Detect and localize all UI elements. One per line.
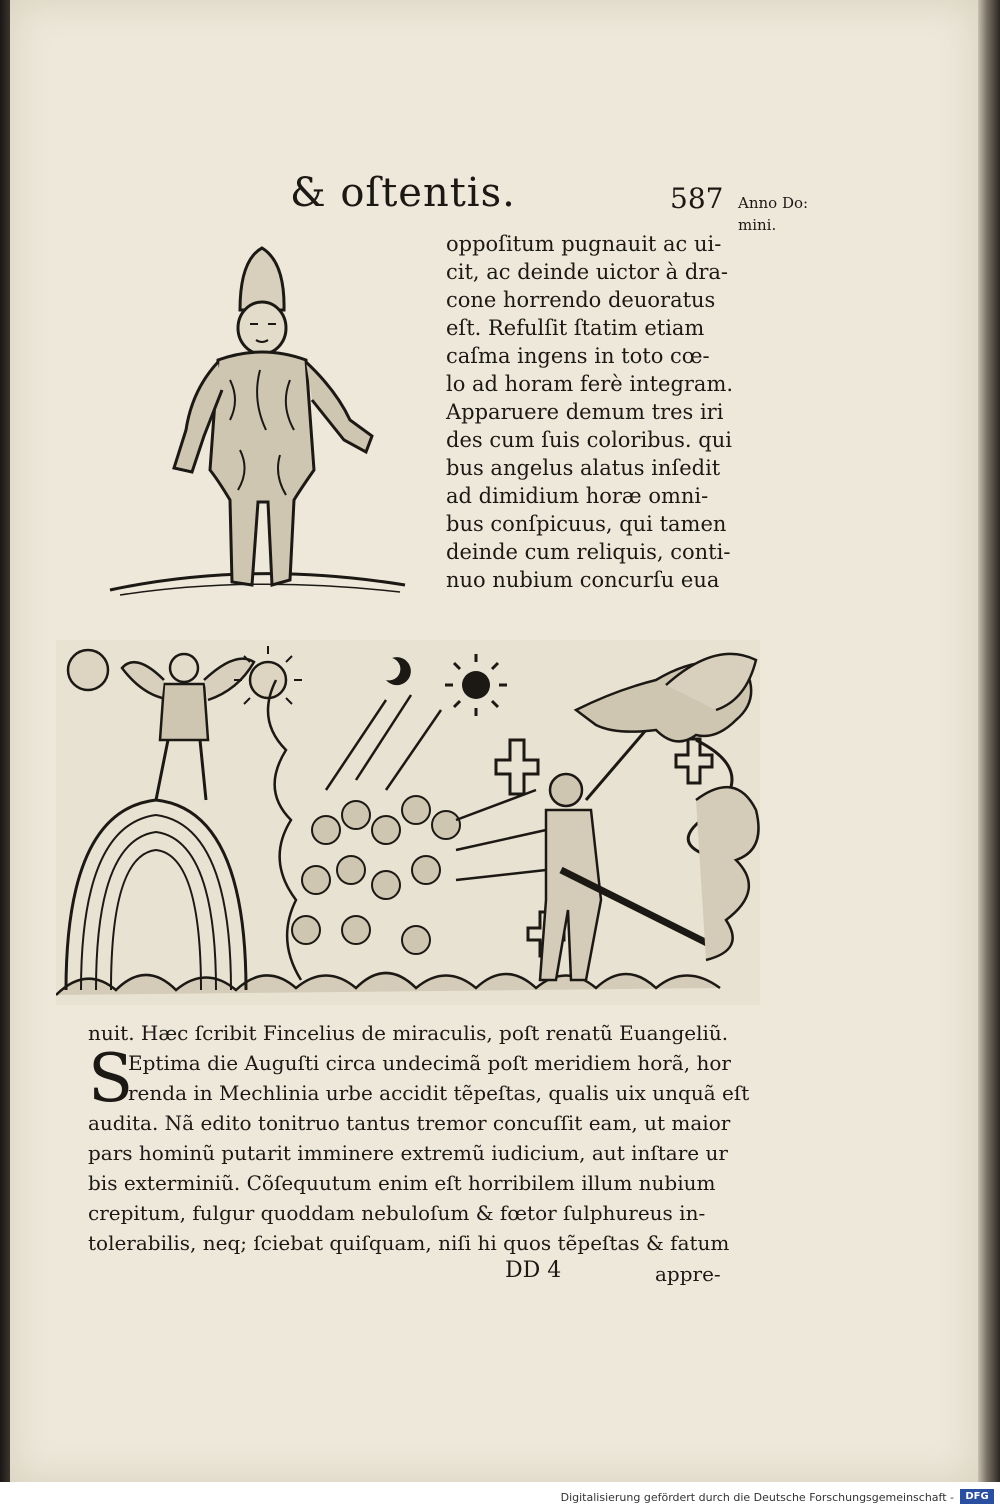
column-line: bus angelus alatus inſedit <box>446 456 721 480</box>
column-line: caſma ingens in toto cœ- <box>446 344 710 368</box>
first-line: nuit. Hæc ſcribit Fincelius de miraculis, poſt renatũ Euangeliũ. <box>88 1021 729 1045</box>
woodcut-scene-icon <box>56 640 760 1005</box>
drop-cap: S <box>88 1040 134 1117</box>
column-line: bus conſpicuus, qui tamen <box>446 512 727 536</box>
book-binding <box>0 0 10 1482</box>
body-line: audita. Nã edito tonitruo tantus tremor concuſſit eam, ut maior <box>88 1111 731 1135</box>
column-line: lo ad horam ferè integram. <box>446 372 734 396</box>
column-line: ad dimidium horæ omni- <box>446 484 709 508</box>
page-edge <box>978 0 1000 1482</box>
folio-number: 587 <box>670 182 724 215</box>
body-line: renda in Mechlinia urbe accidit tẽpeſtas, qualis uix unquã eſt <box>128 1081 750 1105</box>
body-line: tolerabilis, neq; ſciebat quiſquam, niſi hi quos tẽpeſtas & fatum <box>88 1231 730 1255</box>
column-line: eſt. Refulſit ſtatim etiam <box>446 316 705 340</box>
text-column <box>446 230 746 594</box>
body-text <box>88 1018 750 1258</box>
body-line: Eptima die Auguſti circa undecimã poſt meridiem horã, hor <box>128 1051 731 1075</box>
column-line: nuo nubium concurſu eua <box>446 568 720 592</box>
column-line: oppoſitum pugnauit ac ui- <box>446 232 722 256</box>
dfg-logo-icon[interactable]: DFG <box>960 1489 994 1504</box>
body-line: bis exterminiũ. Cõſequutum enim eſt horribilem illum nubium <box>88 1171 716 1195</box>
running-head: & oſtentis. <box>290 170 516 216</box>
body-line: pars hominũ putarit imminere extremũ iudicium, aut inſtare ur <box>88 1141 728 1165</box>
margin-note <box>738 192 808 236</box>
woodcut-figure-icon <box>100 240 415 605</box>
column-line: cit, ac deinde uictor à dra- <box>446 260 728 284</box>
footer-bar <box>0 1482 1000 1511</box>
catchword: appre- <box>655 1262 721 1286</box>
signature-mark: DD 4 <box>505 1258 562 1283</box>
column-line: Apparuere demum tres iri <box>446 400 724 424</box>
body-line: crepitum, fulgur quoddam nebuloſum & fœtor ſulphureus in- <box>88 1201 706 1225</box>
margin-note-line: mini. <box>738 216 777 234</box>
margin-note-line: Anno Do: <box>738 194 809 212</box>
footer-credit: Digitalisierung gefördert durch die Deutsche Forschungsgemeinschaft - <box>560 1491 954 1504</box>
column-line: cone horrendo deuoratus <box>446 288 716 312</box>
column-line: des cum ſuis coloribus. qui <box>446 428 732 452</box>
column-line: deinde cum reliquis, conti- <box>446 540 731 564</box>
